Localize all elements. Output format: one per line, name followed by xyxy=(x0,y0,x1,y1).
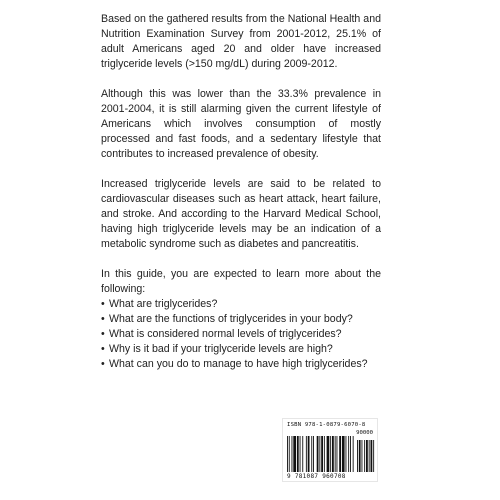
barcode-addon-digits: 90000 xyxy=(356,430,373,436)
isbn-label: ISBN 978-1-0879-6070-8 xyxy=(287,422,366,428)
bullet-icon: • xyxy=(101,358,105,370)
list-item: • Why is it bad if your triglyceride levels are high? xyxy=(101,343,333,355)
paragraph-prevalence: Although this was lower than the 33.3% prevalence in 2001-2004, it is still alarming given the current lifestyle of Americans which involves consumption of mostly processed and fast foods, and a sedentary lifestyle that contributes to increased prevalence of obesity. xyxy=(101,88,381,160)
barcode-bars-icon xyxy=(287,436,375,472)
paragraph-guide-intro: In this guide, you are expected to learn more about the following: xyxy=(101,268,381,295)
paragraph-cardiovascular: Increased triglyceride levels are said to be related to cardiovascular diseases such as heart attack, heart failure, and stroke. And according to the Harvard Medical School, having high triglyceride levels may be an indication of a metabolic syndrome such as diabetes and pancreatitis. xyxy=(101,178,381,250)
bullet-icon: • xyxy=(101,328,105,340)
list-item: • What are the functions of triglycerides in your body? xyxy=(101,313,353,325)
list-item: • What is considered normal levels of triglycerides? xyxy=(101,328,342,340)
list-item: • What are triglycerides? xyxy=(101,298,218,310)
bullet-icon: • xyxy=(101,313,105,325)
blurb-text xyxy=(101,12,381,372)
bullet-icon: • xyxy=(101,343,105,355)
barcode-ean-digits: 9 781087 960708 xyxy=(287,473,346,480)
paragraph-survey: Based on the gathered results from the National Health and Nutrition Examination Survey from 2001-2012, 25.1% of adult Americans aged 20 and older have increased triglyceride levels (>150 mg/dL) during 2009-2012. xyxy=(101,13,381,70)
topics-list xyxy=(101,297,381,372)
isbn-barcode xyxy=(282,418,378,482)
list-item: • What can you do to manage to have high triglycerides? xyxy=(101,358,368,370)
bullet-icon: • xyxy=(101,298,105,310)
